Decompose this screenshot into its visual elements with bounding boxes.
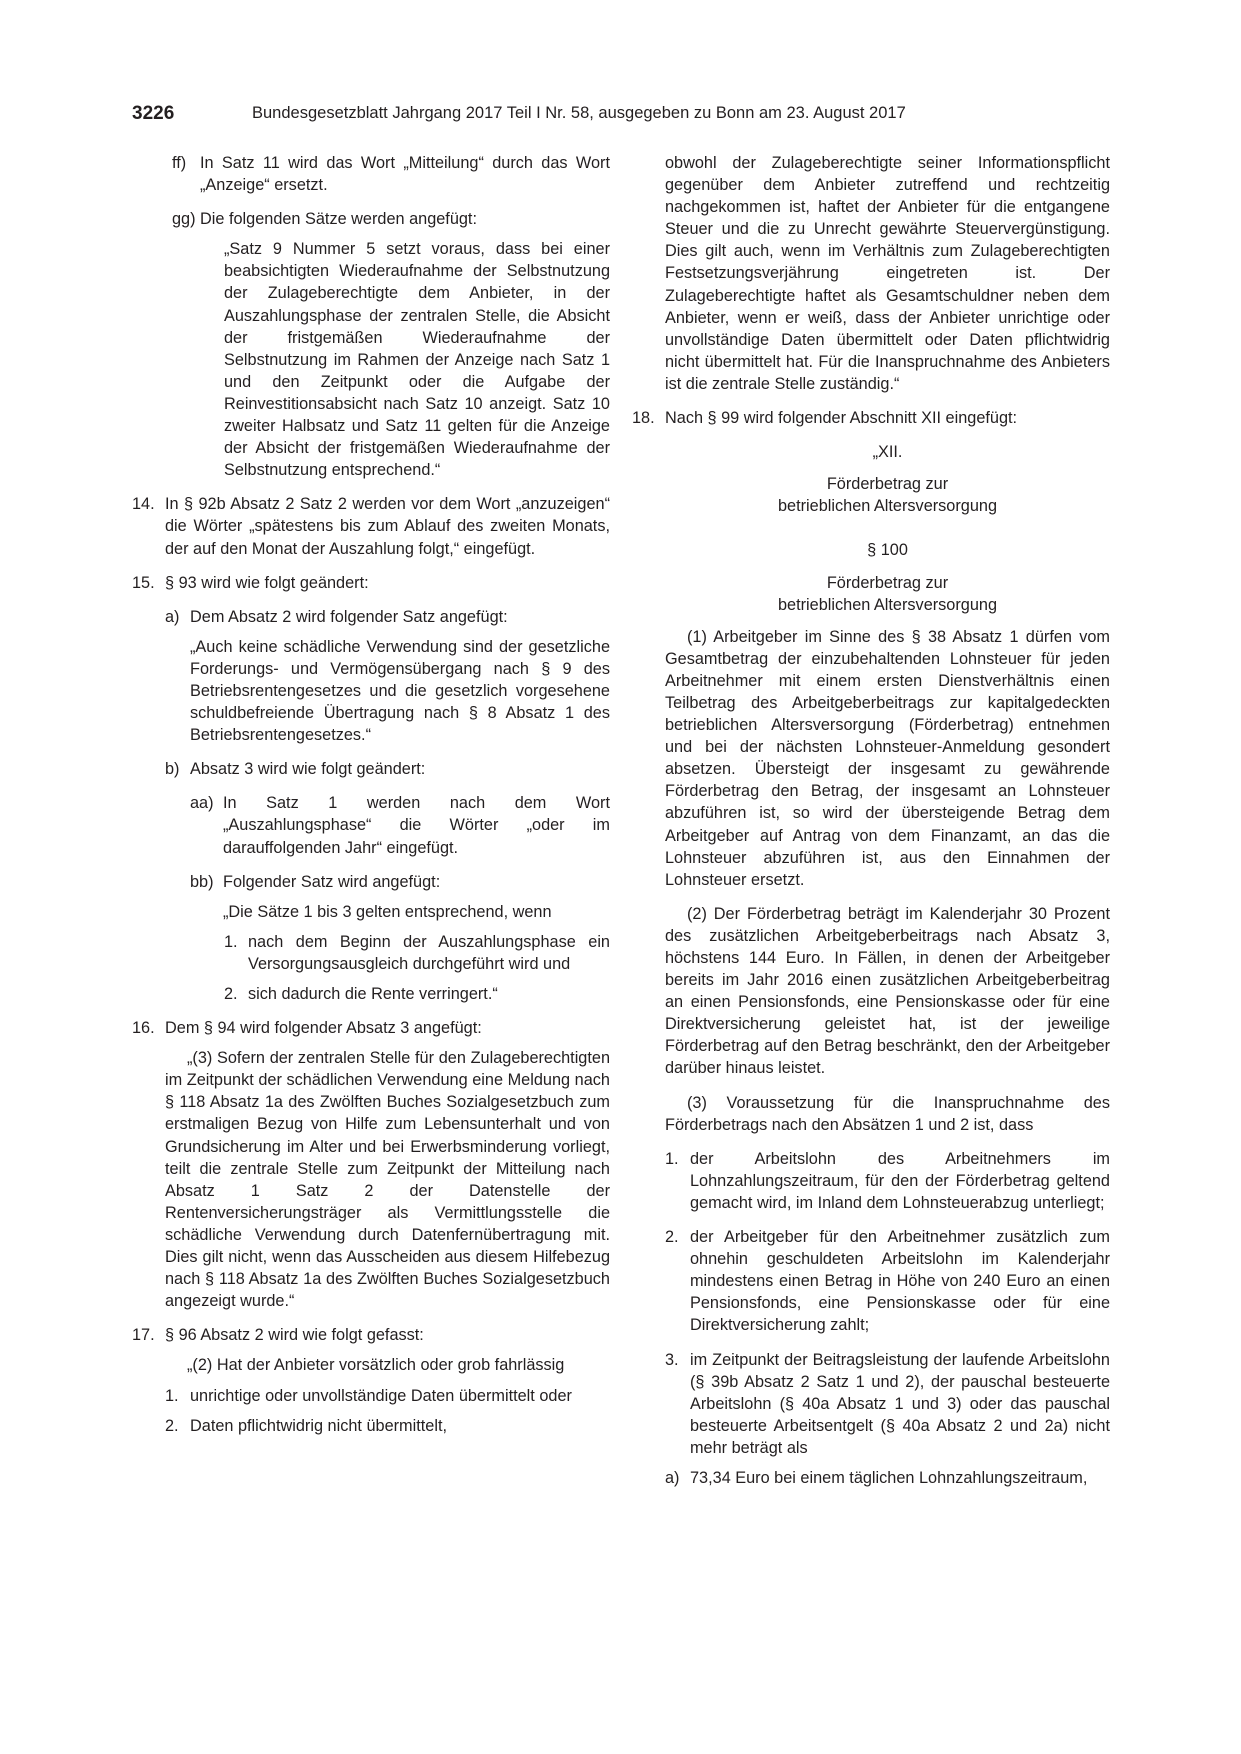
list-item-bb-2 xyxy=(132,983,610,1005)
page-number: 3226 xyxy=(132,103,175,124)
list-item-17-2 xyxy=(132,1415,610,1437)
continuation-paragraph: obwohl der Zulageberechtigte seiner Informationspflicht gegenüber dem Anbieter zutreffend und rechtzeitig nachgekommen ist, haftet der Anbieter für die entgangene Steuer und die zu Unrecht gewährte Steuervergünstigung. Dies gilt auch, wenn im Verhältnis zum Zulageberechtigten Festsetzungsverjährung eingetreten ist. Der Zulageberechtigte haftet als Gesamtschuldner neben dem Anbieter, wenn er weiß, dass der Anbieter unrichtige oder unvollständige Daten übermittelt oder Daten pflichtwidrig nicht übermittelt hat. Für die Inanspruchnahme des Anbieters ist die zentrale Stelle zuständig.“ xyxy=(665,154,1110,393)
item-text: 73,34 Euro bei einem täglichen Lohnzahlungszeitraum, xyxy=(690,1468,1088,1487)
item-label: 1. xyxy=(224,932,238,951)
absatz-3 xyxy=(632,1092,1110,1136)
list-item-14 xyxy=(132,493,610,559)
item-label: a) xyxy=(165,607,180,626)
item-label: b) xyxy=(165,760,180,779)
quote-block xyxy=(132,1354,610,1376)
list-item-15 xyxy=(132,572,610,594)
item-text: § 96 Absatz 2 wird wie folgt gefasst: xyxy=(165,1326,424,1345)
list-item-17-1 xyxy=(132,1385,610,1407)
section-title-line: betrieblichen Altersversorgung xyxy=(777,497,998,516)
list-item-15b-aa xyxy=(132,792,610,858)
item-text: Dem § 94 wird folgender Absatz 3 angefügt: xyxy=(165,1019,482,1038)
quote-block: „Auch keine schädliche Verwendung sind der gesetzliche Forderungs- und Vermögensübergang nach § 9 des Betriebsrentengesetzes und die gesetzlich vorgesehene schuldbefreiende Übertragung nach § 8 Absatz 1 des Betriebsrentengesetzes.“ xyxy=(190,637,610,745)
list-item-15b xyxy=(132,758,610,780)
item-label: 18. xyxy=(632,409,655,428)
list-item-15a xyxy=(132,606,610,628)
page-header xyxy=(132,103,1132,127)
list-item-abs3-1 xyxy=(632,1148,1110,1214)
item-text: § 93 wird wie folgt geändert: xyxy=(165,573,369,592)
item-label: 2. xyxy=(165,1416,179,1435)
section-title-line: Förderbetrag zur xyxy=(826,475,949,494)
item-text: In Satz 1 werden nach dem Wort „Auszahlungsphase“ die Wörter „oder im darauffolgenden Jahr“ eingefügt. xyxy=(223,794,610,857)
section-number: „XII. xyxy=(872,443,903,462)
item-label: 15. xyxy=(132,573,155,592)
item-label: aa) xyxy=(190,794,214,813)
item-label: bb) xyxy=(190,872,214,891)
quote-block: „Satz 9 Nummer 5 setzt voraus, dass bei einer beabsichtigten Wiederaufnahme der Selbstnutzung der Zulageberechtigte dem Anbieter, in der Auszahlungsphase der zentralen Stelle, die Absicht der fristgemäßen Wiederaufnahme der Selbstnutzung im Rahmen der Anzeige nach Satz 1 und den Zeitpunkt oder die Aufgabe der Reinvestitionsabsicht nach Satz 10 anzeigt. Satz 10 zweiter Halbsatz und Satz 11 gelten für die Anzeige der Absicht der fristgemäßen Wiederaufnahme der Selbstnutzung entsprechend.“ xyxy=(224,240,610,480)
absatz-2 xyxy=(632,903,1110,1080)
item-text: In § 92b Absatz 2 Satz 2 werden vor dem Wort „anzuzeigen“ die Wörter „spätestens bis zum Ablauf des zweiten Monats, der auf den Monat der Auszahlung folgt,“ eingefügt. xyxy=(165,495,610,558)
list-item-bb-1 xyxy=(132,931,610,975)
item-text: der Arbeitslohn des Arbeitnehmers im Lohnzahlungszeitraum, für den der Förderbetrag geltend gemacht wird, im Inland dem Lohnsteuerabzug unterliegt; xyxy=(690,1149,1110,1212)
quote-block: „Die Sätze 1 bis 3 gelten entsprechend, wenn xyxy=(223,902,552,921)
item-label: ff) xyxy=(172,154,187,172)
item-text: unrichtige oder unvollständige Daten übermittelt oder xyxy=(190,1386,572,1405)
list-item-abs3-3a xyxy=(632,1467,1110,1489)
list-item-18 xyxy=(632,407,1110,429)
absatz-text: (3) Voraussetzung für die Inanspruchnahme des Förderbetrags nach den Absätzen 1 und 2 ist, dass xyxy=(665,1093,1110,1134)
list-item-ff xyxy=(132,152,610,196)
item-text: nach dem Beginn der Auszahlungsphase ein Versorgungsausgleich durchgeführt wird und xyxy=(248,932,610,973)
item-label: 2. xyxy=(224,985,238,1003)
item-text: Dem Absatz 2 wird folgender Satz angefügt: xyxy=(190,607,508,626)
item-label: 14. xyxy=(132,495,155,514)
quote-text: „(3) Sofern der zentralen Stelle für den Zulageberechtigten im Zeitpunkt der schädlichen Verwendung eine Meldung nach § 118 Absatz 1a des Zwölften Buches Sozialgesetzbuch zum erstmaligen Bezug von Hilfe zum Lebensunterhalt und von Grundsicherung im Alter und bei Erwerbsminderung vorliegt, teilt die zentrale Stelle zum Zeitpunkt der Mitteilung nach Absatz 1 Satz 2 der Datenstelle der Rentenversicherungsträger als Vermittlungsstelle die schädliche Verwendung durch Datenfernübertragung mit. Dies gilt nicht, wenn das Ausscheiden aus diesem Hilfebezug nach § 118 Absatz 1a des Zwölften Buches Sozialgesetzbuch angezeigt wurde.“ xyxy=(165,1049,610,1311)
item-label: 1. xyxy=(165,1386,179,1405)
item-text: In Satz 11 wird das Wort „Mitteilung“ durch das Wort „Anzeige“ ersetzt. xyxy=(200,154,610,195)
item-text: Folgender Satz wird angefügt: xyxy=(223,872,441,891)
list-item-gg xyxy=(132,208,610,230)
item-label: 1. xyxy=(665,1149,679,1168)
item-label: 3. xyxy=(665,1350,679,1369)
paragraph-title-line: betrieblichen Altersversorgung xyxy=(777,595,998,614)
item-label: 17. xyxy=(132,1326,155,1345)
list-item-17 xyxy=(132,1324,610,1346)
paragraph-number: § 100 xyxy=(867,541,908,560)
list-item-abs3-2 xyxy=(632,1226,1110,1336)
quote-block xyxy=(132,1047,610,1312)
left-column xyxy=(132,152,610,1449)
item-text: Absatz 3 wird wie folgt geändert: xyxy=(190,760,426,779)
list-item-16 xyxy=(132,1017,610,1039)
item-text: im Zeitpunkt der Beitragsleistung der laufende Arbeitslohn (§ 39b Absatz 2 Satz 1 und 2), der pauschal besteuerte Arbeitslohn (§ 40a Absatz 1 und 3) oder das pauschal besteuerte Arbeitsentgelt (§ 40a Absatz 2 und 2a) nicht mehr beträgt als xyxy=(690,1350,1110,1457)
header-title: Bundesgesetzblatt Jahrgang 2017 Teil I Nr. 58, ausgegeben zu Bonn am 23. August 2017 xyxy=(252,104,906,122)
paragraph-title-line: Förderbetrag zur xyxy=(826,573,949,592)
item-label: 2. xyxy=(665,1228,679,1247)
item-text: der Arbeitgeber für den Arbeitnehmer zusätzlich zum ohnehin geschuldeten Arbeitslohn im Kalenderjahr mindestens einen Betrag in Höhe von 240 Euro an einen Pensionsfonds, eine Pensionskasse oder für eine Direktversicherung zahlt; xyxy=(690,1228,1110,1335)
item-text: Nach § 99 wird folgender Abschnitt XII eingefügt: xyxy=(665,409,1018,428)
list-item-15b-bb xyxy=(132,871,610,893)
item-label: gg) xyxy=(172,210,196,229)
absatz-text: (2) Der Förderbetrag beträgt im Kalenderjahr 30 Prozent des zusätzlichen Arbeitgeberbeitrags nach Absatz 3, höchstens 144 Euro. In Fällen, in denen der Arbeitgeber bereits im Jahr 2016 einen zusätzlichen Arbeitgeberbeitrag an einen Pensionsfonds, eine Pensionskasse oder für eine Direktversicherung geleistet hat, ist der jeweilige Förderbetrag auf den Betrag beschränkt, den der Arbeitgeber darüber hinaus leistet. xyxy=(665,904,1110,1078)
quote-text: „(2) Hat der Anbieter vorsätzlich oder grob fahrlässig xyxy=(187,1356,565,1375)
section-title xyxy=(632,473,1110,517)
item-text: Die folgenden Sätze werden angefügt: xyxy=(200,210,477,229)
item-label: a) xyxy=(665,1468,680,1487)
item-text: Daten pflichtwidrig nicht übermittelt, xyxy=(190,1416,447,1435)
paragraph-title xyxy=(632,572,1110,616)
list-item-abs3-3 xyxy=(632,1349,1110,1459)
item-text: sich dadurch die Rente verringert.“ xyxy=(248,985,498,1003)
absatz-1 xyxy=(632,626,1110,891)
right-column xyxy=(632,152,1110,1501)
item-label: 16. xyxy=(132,1019,155,1038)
absatz-text: (1) Arbeitgeber im Sinne des § 38 Absatz 1 dürfen vom Gesamtbetrag der einzubehaltenden Lohnsteuer für jeden Arbeitnehmer mit einem ersten Dienstverhältnis einen Teilbetrag des Arbeitgeberbeitrags zur kapitalgedeckten betrieblichen Altersversorgung (Förderbetrag) entnehmen und bei der nächsten Lohnsteuer-Anmeldung gesondert absetzen. Übersteigt der insgesamt zu gewährende Förderbetrag den Betrag, der insgesamt an Lohnsteuer abzuführen ist, so wird der übersteigende Betrag dem Arbeitgeber auf Antrag von dem Finanzamt, an das die Lohnsteuer abzuführen ist, aus den Einnahmen der Lohnsteuer ersetzt. xyxy=(665,627,1110,889)
